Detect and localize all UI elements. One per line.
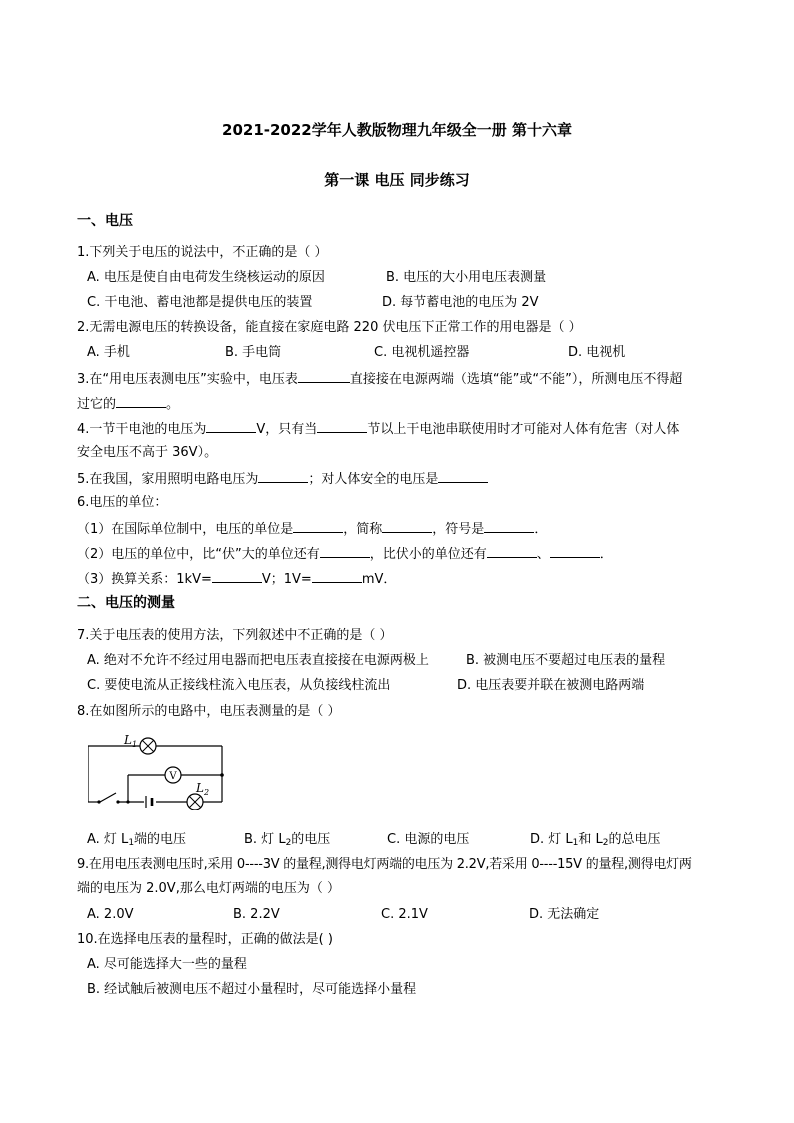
question-7-stem: 7.关于电压表的使用方法，下列叙述中不正确的是（ ）: [77, 628, 393, 643]
question-8-option-d: D. 灯 $L_1$和 $L_2$的总电压: [530, 832, 661, 848]
answer-blank[interactable]: [258, 469, 308, 483]
question-3-line-1: 3.在“用电压表测电压”实验中，电压表 直接接在电源两端（选填“能”或“不能”），所测电压不得超: [77, 369, 682, 389]
answer-blank[interactable]: [298, 369, 350, 383]
question-2-option-a: A. 手机: [87, 345, 130, 360]
question-10-option-b: B. 经试触后被测电压不超过小量程时，尽可能选择小量程: [87, 982, 417, 997]
question-9-option-b: B. 2.2V: [233, 907, 280, 922]
answer-blank[interactable]: [438, 469, 488, 483]
question-8-option-c: C. 电源的电压: [387, 832, 470, 847]
answer-blank[interactable]: [317, 419, 367, 433]
lamp-l1-icon: [140, 738, 156, 754]
question-9-option-d: D. 无法确定: [529, 907, 600, 922]
question-2-option-c: C. 电视机遥控器: [374, 345, 470, 360]
question-9-line-2: 端的电压为 2.0V,那么电灯两端的电压为（ ）: [77, 881, 340, 896]
question-4-line-2: 安全电压不高于 36V）。: [77, 445, 218, 460]
lamp-l2-label: $L_2$: [196, 781, 210, 797]
question-5: 5.在我国，家用照明电路电压为 ；对人体安全的电压是: [77, 469, 488, 489]
question-8-stem: 8.在如图所示的电路中，电压表测量的是（ ）: [77, 704, 341, 719]
lamp-l2-icon: [187, 794, 203, 810]
answer-blank[interactable]: [550, 544, 600, 558]
answer-blank[interactable]: [116, 394, 166, 408]
question-7-option-c: C. 要使电流从正接线柱流入电压表，从负接线柱流出: [87, 678, 391, 693]
section-heading-voltage: 一、电压: [77, 213, 133, 229]
answer-blank[interactable]: [382, 519, 432, 533]
question-1-option-a: A. 电压是使自由电荷发生绕核运动的原因: [87, 270, 325, 285]
question-10-stem: 10.在选择电压表的量程时，正确的做法是( ): [77, 932, 333, 947]
page-subtitle: 第一课 电压 同步练习: [324, 171, 470, 189]
answer-blank[interactable]: [312, 569, 362, 583]
question-9-option-a: A. 2.0V: [87, 907, 134, 922]
question-2-option-b: B. 手电筒: [225, 345, 282, 360]
question-6-line-2: （2）电压的单位中，比“伏”大的单位还有 ，比伏小的单位还有 、 ．: [77, 544, 613, 564]
question-8-option-a: A. 灯 $L_1$端的电压: [87, 832, 187, 848]
question-2-option-d: D. 电视机: [568, 345, 626, 360]
answer-blank[interactable]: [212, 569, 262, 583]
question-6-line-1: （1）在国际单位制中，电压的单位是 ，简称 ，符号是 ．: [77, 519, 547, 539]
question-9-option-c: C. 2.1V: [381, 907, 428, 922]
answer-blank[interactable]: [320, 544, 370, 558]
question-1-option-b: B. 电压的大小用电压表测量: [386, 270, 547, 285]
question-9-line-1: 9.在用电压表测电压时,采用 0----3V 的量程,测得电灯两端的电压为 2.2V,若采用 0----15V 的量程,测得电灯两: [77, 857, 692, 872]
question-7-option-d: D. 电压表要并联在被测电路两端: [457, 678, 645, 693]
question-1-option-d: D. 每节蓄电池的电压为 2V: [382, 295, 539, 310]
svg-text:V: V: [169, 771, 177, 782]
answer-blank[interactable]: [487, 544, 537, 558]
question-4-line-1: 4.一节干电池的电压为 V，只有当 节以上干电池串联使用时才可能对人体有危害（对人体: [77, 419, 679, 439]
answer-blank[interactable]: [484, 519, 534, 533]
question-8-option-b: B. 灯 $L_2$的电压: [244, 832, 331, 848]
answer-blank[interactable]: [206, 419, 256, 433]
question-6-line-3: （3）换算关系：1kV= V；1V= mV．: [77, 569, 396, 589]
voltmeter-icon: [165, 767, 181, 783]
question-7-option-a: A. 绝对不允许不经过用电器而把电压表直接接在电源两极上: [87, 653, 429, 668]
lamp-l1-label: $L_1$: [124, 733, 138, 749]
question-1-option-c: C. 干电池、蓄电池都是提供电压的装置: [87, 295, 313, 310]
question-10-option-a: A. 尽可能选择大一些的量程: [87, 957, 247, 972]
question-1-stem: 1.下列关于电压的说法中，不正确的是（ ）: [77, 245, 328, 260]
question-3-line-2: 过它的 。: [77, 394, 179, 414]
circuit-diagram: [88, 730, 228, 810]
page-title: 2021-2022学年人教版物理九年级全一册 第十六章: [222, 121, 572, 139]
question-6-stem: 6.电压的单位：: [77, 495, 168, 510]
question-7-option-b: B. 被测电压不要超过电压表的量程: [466, 653, 666, 668]
question-2-stem: 2.无需电源电压的转换设备，能直接在家庭电路 220 伏电压下正常工作的用电器是（ ）: [77, 320, 582, 335]
section-heading-measurement: 二、电压的测量: [77, 595, 175, 611]
answer-blank[interactable]: [293, 519, 343, 533]
